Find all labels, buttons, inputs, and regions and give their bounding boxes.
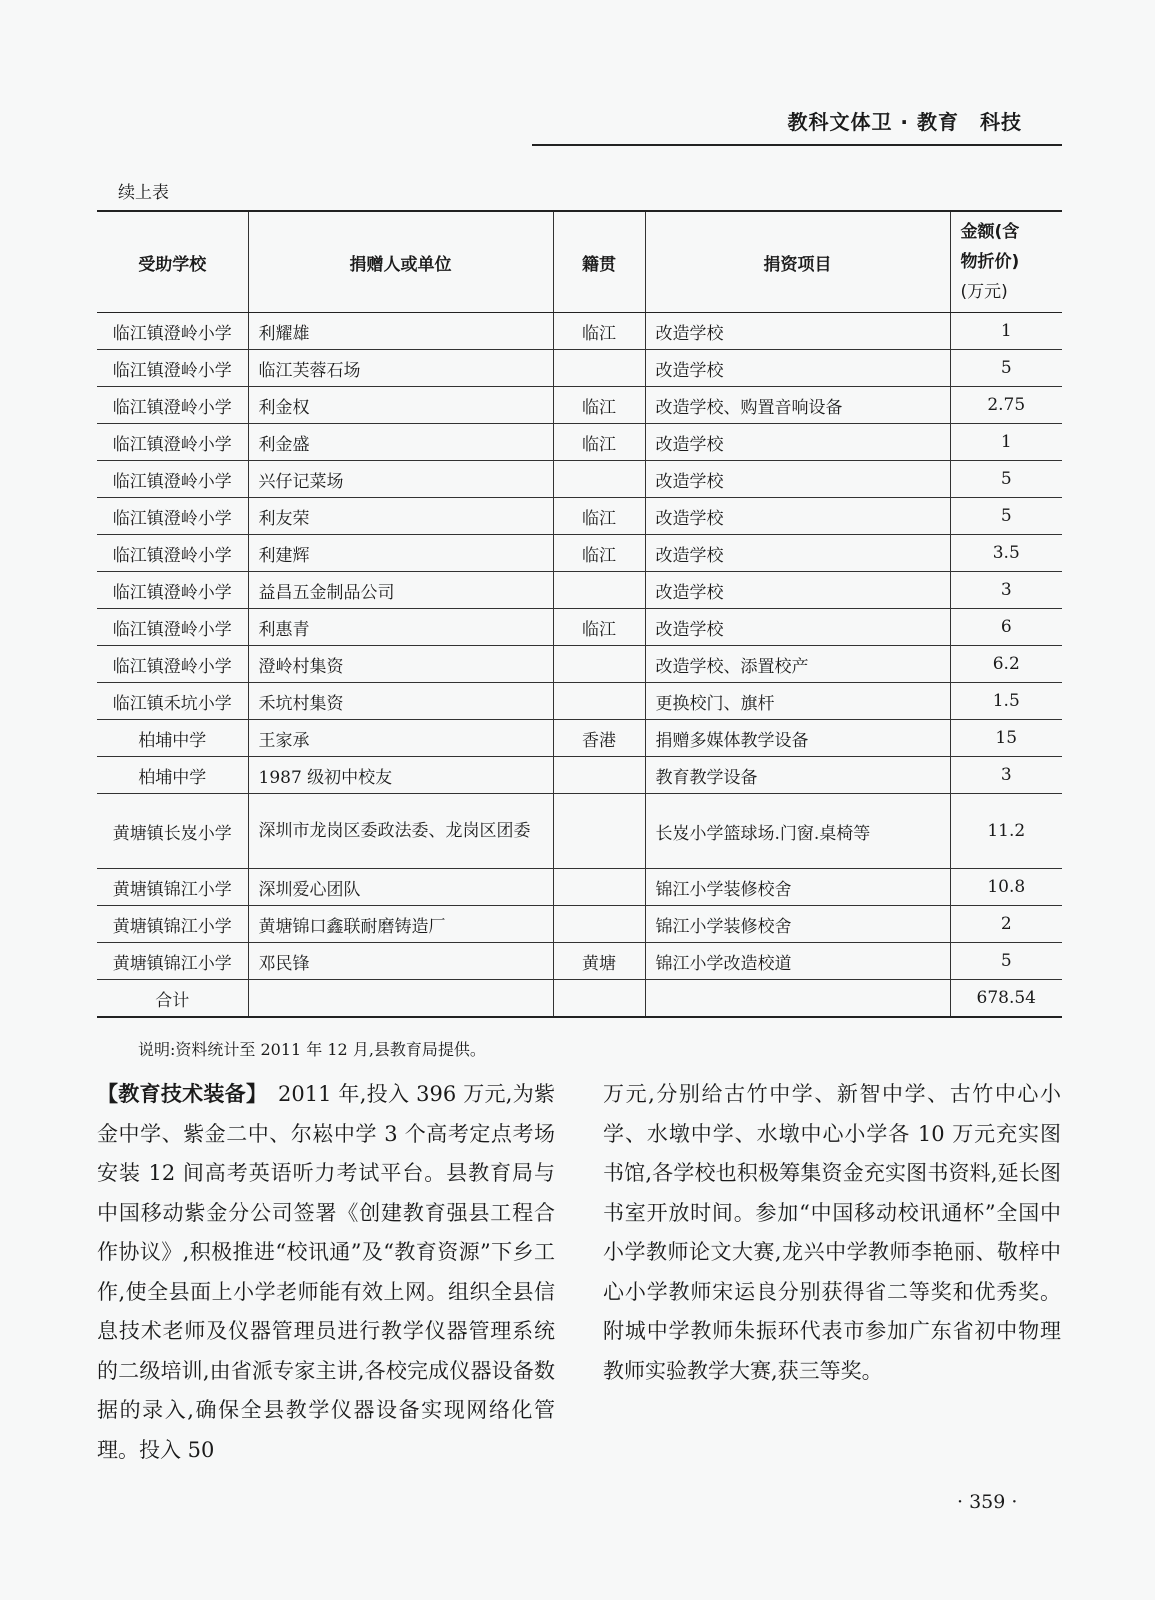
cell-native: 黄塘 bbox=[553, 943, 645, 980]
table-row bbox=[97, 350, 1062, 387]
cell-project: 改造学校 bbox=[645, 609, 950, 646]
cell-school: 柏埔中学 bbox=[97, 720, 248, 757]
table-row bbox=[97, 646, 1062, 683]
cell-project: 锦江小学改造校道 bbox=[645, 943, 950, 980]
cell-project: 改造学校 bbox=[645, 535, 950, 572]
cell-amount: 3.5 bbox=[950, 535, 1062, 572]
cell-donor: 黄塘锦口鑫联耐磨铸造厂 bbox=[248, 906, 553, 943]
cell-project: 改造学校 bbox=[645, 424, 950, 461]
article-column-right bbox=[603, 1075, 1061, 1391]
cell-amount: 15 bbox=[950, 720, 1062, 757]
cell-donor: 利友荣 bbox=[248, 498, 553, 535]
cell-donor: 利建辉 bbox=[248, 535, 553, 572]
table-row bbox=[97, 869, 1062, 906]
col-header-amount bbox=[950, 211, 1062, 313]
cell-donor: 利惠青 bbox=[248, 609, 553, 646]
table-row bbox=[97, 609, 1062, 646]
cell-school: 临江镇澄岭小学 bbox=[97, 461, 248, 498]
amount-header-line1: 金额(含 bbox=[960, 222, 1020, 242]
table-row bbox=[97, 720, 1062, 757]
cell-amount: 1 bbox=[950, 313, 1062, 350]
cell-school: 临江镇澄岭小学 bbox=[97, 609, 248, 646]
cell-native bbox=[553, 350, 645, 387]
cell-donor bbox=[248, 980, 553, 1018]
cell-native: 临江 bbox=[553, 535, 645, 572]
cell-project: 长岌小学篮球场.门窗.桌椅等 bbox=[645, 794, 950, 869]
table-row bbox=[97, 683, 1062, 720]
cell-native: 香港 bbox=[553, 720, 645, 757]
cell-donor: 临江芙蓉石场 bbox=[248, 350, 553, 387]
table-row bbox=[97, 461, 1062, 498]
cell-school: 临江镇澄岭小学 bbox=[97, 424, 248, 461]
cell-donor: 兴仔记菜场 bbox=[248, 461, 553, 498]
cell-project: 捐赠多媒体教学设备 bbox=[645, 720, 950, 757]
cell-school: 临江镇澄岭小学 bbox=[97, 646, 248, 683]
table-row bbox=[97, 572, 1062, 609]
cell-amount: 11.2 bbox=[950, 794, 1062, 869]
cell-amount: 5 bbox=[950, 498, 1062, 535]
cell-school: 临江镇澄岭小学 bbox=[97, 387, 248, 424]
cell-school: 黄塘镇锦江小学 bbox=[97, 943, 248, 980]
cell-school: 临江镇澄岭小学 bbox=[97, 350, 248, 387]
cell-school: 临江镇澄岭小学 bbox=[97, 572, 248, 609]
cell-project: 教育教学设备 bbox=[645, 757, 950, 794]
col-header-project: 捐资项目 bbox=[645, 211, 950, 313]
cell-school: 临江镇澄岭小学 bbox=[97, 313, 248, 350]
table-row bbox=[97, 757, 1062, 794]
cell-donor: 利金权 bbox=[248, 387, 553, 424]
table-continued-label: 续上表 bbox=[118, 183, 169, 203]
cell-project: 锦江小学装修校舍 bbox=[645, 906, 950, 943]
cell-native bbox=[553, 794, 645, 869]
col-header-donor: 捐赠人或单位 bbox=[248, 211, 553, 313]
article-column-left bbox=[97, 1075, 555, 1470]
cell-native bbox=[553, 757, 645, 794]
cell-school: 临江镇禾坑小学 bbox=[97, 683, 248, 720]
cell-native bbox=[553, 906, 645, 943]
cell-school: 黄塘镇锦江小学 bbox=[97, 906, 248, 943]
article-text-right: 万元,分别给古竹中学、新智中学、古竹中心小学、水墩中学、水墩中心小学各 10 万元充实图书馆,各学校也积极筹集资金充实图书资料,延长图书室开放时间。参加“中国移动校讯通杯”全国中小学教师论文大赛,龙兴中学教师李艳丽、敬梓中心小学教师宋运良分别获得省二等奖和优秀奖。附城中学教师朱振环代表市参加广东省初中物理教师实验教学大赛,获三等奖。 bbox=[603, 1082, 1061, 1383]
page-number: · 359 · bbox=[957, 1491, 1018, 1513]
table-note: 说明:资料统计至 2011 年 12 月,县教育局提供。 bbox=[138, 1040, 486, 1059]
cell-native: 临江 bbox=[553, 313, 645, 350]
cell-donor: 益昌五金制品公司 bbox=[248, 572, 553, 609]
cell-school: 临江镇澄岭小学 bbox=[97, 498, 248, 535]
cell-donor: 禾坑村集资 bbox=[248, 683, 553, 720]
article-heading: 【教育技术装备】 bbox=[97, 1082, 257, 1106]
amount-header-unit: (万元) bbox=[960, 282, 1008, 302]
cell-amount: 3 bbox=[950, 757, 1062, 794]
cell-donor: 邓民锋 bbox=[248, 943, 553, 980]
cell-native bbox=[553, 461, 645, 498]
article-text-left: 2011 年,投入 396 万元,为紫金中学、紫金二中、尔崧中学 3 个高考定点考场安装 12 间高考英语听力考试平台。县教育局与中国移动紫金分公司签署《创建教育强县工程合作协议》,积极推进“校讯通”及“教育资源”下乡工作,使全县面上小学老师能有效上网。组织全县信息技术老师及仪器管理员进行教学仪器管理系统的二级培训,由省派专家主讲,各校完成仪器设备数据的录入,确保全县教学仪器设备实现网络化管理。投入 50 bbox=[97, 1082, 556, 1462]
cell-amount: 6 bbox=[950, 609, 1062, 646]
cell-project bbox=[645, 980, 950, 1018]
section-title: 教科文体卫 · 教育 科技 bbox=[787, 110, 1022, 134]
cell-amount: 6.2 bbox=[950, 646, 1062, 683]
cell-project: 改造学校 bbox=[645, 461, 950, 498]
cell-native bbox=[553, 869, 645, 906]
cell-donor: 深圳爱心团队 bbox=[248, 869, 553, 906]
cell-project: 改造学校 bbox=[645, 350, 950, 387]
cell-project: 改造学校 bbox=[645, 572, 950, 609]
cell-school: 临江镇澄岭小学 bbox=[97, 535, 248, 572]
cell-donor: 利耀雄 bbox=[248, 313, 553, 350]
cell-donor: 王家承 bbox=[248, 720, 553, 757]
cell-school: 黄塘镇长岌小学 bbox=[97, 794, 248, 869]
cell-amount: 5 bbox=[950, 943, 1062, 980]
cell-donor: 利金盛 bbox=[248, 424, 553, 461]
cell-project: 改造学校 bbox=[645, 498, 950, 535]
cell-project: 改造学校、购置音响设备 bbox=[645, 387, 950, 424]
cell-amount: 1.5 bbox=[950, 683, 1062, 720]
table-row bbox=[97, 906, 1062, 943]
table-row bbox=[97, 387, 1062, 424]
col-header-school: 受助学校 bbox=[97, 211, 248, 313]
cell-amount: 2.75 bbox=[950, 387, 1062, 424]
cell-native: 临江 bbox=[553, 609, 645, 646]
table-row bbox=[97, 313, 1062, 350]
table-row bbox=[97, 794, 1062, 869]
amount-header-line2: 物折价) bbox=[960, 252, 1020, 272]
cell-project: 锦江小学装修校舍 bbox=[645, 869, 950, 906]
cell-school: 柏埔中学 bbox=[97, 757, 248, 794]
table-row bbox=[97, 498, 1062, 535]
cell-amount: 3 bbox=[950, 572, 1062, 609]
cell-native bbox=[553, 683, 645, 720]
table-row bbox=[97, 424, 1062, 461]
col-header-native: 籍贯 bbox=[553, 211, 645, 313]
cell-amount: 2 bbox=[950, 906, 1062, 943]
cell-native: 临江 bbox=[553, 387, 645, 424]
cell-project: 更换校门、旗杆 bbox=[645, 683, 950, 720]
cell-native: 临江 bbox=[553, 424, 645, 461]
table-row bbox=[97, 535, 1062, 572]
cell-amount: 10.8 bbox=[950, 869, 1062, 906]
cell-amount: 1 bbox=[950, 424, 1062, 461]
cell-amount: 5 bbox=[950, 350, 1062, 387]
running-header bbox=[532, 96, 1062, 146]
cell-amount: 5 bbox=[950, 461, 1062, 498]
cell-native bbox=[553, 980, 645, 1018]
cell-project: 改造学校、添置校产 bbox=[645, 646, 950, 683]
cell-donor: 深圳市龙岗区委政法委、龙岗区团委 bbox=[248, 794, 553, 869]
cell-donor: 澄岭村集资 bbox=[248, 646, 553, 683]
cell-donor: 1987 级初中校友 bbox=[248, 757, 553, 794]
table-total-row bbox=[97, 980, 1062, 1018]
donation-table bbox=[97, 210, 1062, 1018]
cell-native: 临江 bbox=[553, 498, 645, 535]
cell-native bbox=[553, 572, 645, 609]
cell-native bbox=[553, 646, 645, 683]
cell-school: 黄塘镇锦江小学 bbox=[97, 869, 248, 906]
cell-project: 改造学校 bbox=[645, 313, 950, 350]
table-header-row bbox=[97, 211, 1062, 313]
table-row bbox=[97, 943, 1062, 980]
cell-school: 合计 bbox=[97, 980, 248, 1018]
cell-amount: 678.54 bbox=[950, 980, 1062, 1018]
